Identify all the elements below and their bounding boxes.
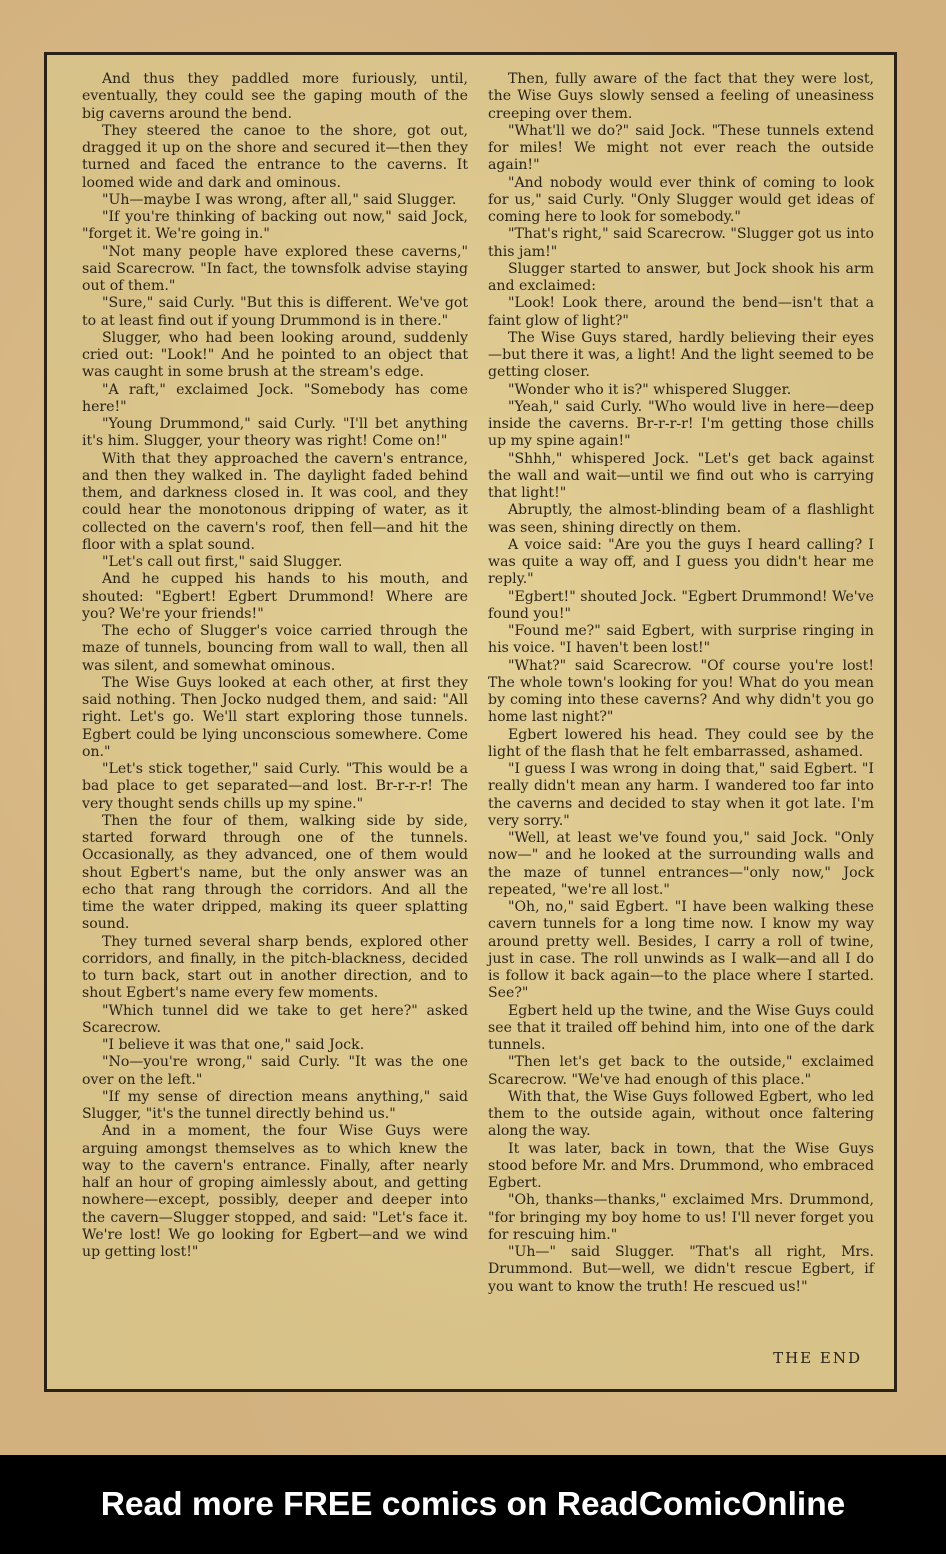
paragraph: "I guess I was wrong in doing that," said Egbert. "I really didn't mean any harm. I wandered too far into the caverns and decided to stay when it got late. I'm very sorry." (488, 761, 874, 829)
paragraph: Egbert lowered his head. They could see by the light of the flash that he felt embarrassed, ashamed. (488, 726, 874, 760)
paragraph: "Let's call out first," said Slugger. (102, 554, 343, 570)
promo-banner[interactable]: Read more FREE comics on ReadComicOnline (0, 1455, 946, 1554)
paragraph: "Uh—" said Slugger. "That's all right, Mrs. Drummond. But—well, we didn't rescue Egbert, if you want to know the truth! He rescued us!" (488, 1244, 874, 1295)
paragraph: "That's right," said Scarecrow. "Slugger got us into this jam!" (488, 226, 874, 260)
paragraph: Abruptly, the almost-blinding beam of a flashlight was seen, shining directly on them. (488, 502, 874, 536)
paragraph: "Not many people have explored these caverns," said Scarecrow. "In fact, the townsfolk advise staying out of them." (82, 243, 468, 294)
paragraph: "If my sense of direction means anything," said Slugger, "it's the tunnel directly behind us." (82, 1088, 468, 1122)
paragraph: "Egbert!" shouted Jock. "Egbert Drummond! We've found you!" (488, 588, 874, 622)
paragraph: It was later, back in town, that the Wise Guys stood before Mr. and Mrs. Drummond, who embraced Egbert. (488, 1140, 874, 1191)
paragraph: "Then let's get back to the outside," exclaimed Scarecrow. "We've had enough of this place." (488, 1054, 874, 1088)
paragraph: And thus they paddled more furiously, until, eventually, they could see the gaping mouth of the big caverns around the bend. (82, 71, 468, 122)
paragraph: Then, fully aware of the fact that they were lost, the Wise Guys slowly sensed a feeling of uneasiness creeping over them. (488, 71, 874, 122)
paragraph: "A raft," exclaimed Jock. "Somebody has come here!" (82, 381, 468, 415)
paragraph: "If you're thinking of backing out now," said Jock, "forget it. We're going in." (82, 209, 468, 243)
text-story-panel (44, 52, 897, 1392)
paragraph: "Look! Look there, around the bend—isn't that a faint glow of light?" (488, 295, 874, 329)
paragraph: "Let's stick together," said Curly. "This would be a bad place to get separated—and lost. Br-r-r-r! The very thought sends chills up my spine." (82, 761, 468, 812)
the-end-label: THE END (773, 1349, 862, 1367)
paragraph: They steered the canoe to the shore, got out, dragged it up on the shore and secured it—then they turned and faced the entrance to the caverns. It loomed wide and dark and ominous. (82, 122, 468, 191)
paragraph: "And nobody would ever think of coming to look for us," said Curly. "Only Slugger would get ideas of coming here to look for somebody." (488, 174, 874, 225)
paragraph: "What?" said Scarecrow. "Of course you're lost! The whole town's looking for you! What do you mean by coming into these caverns? And why didn't you go home last night?" (488, 657, 874, 726)
paragraph: With that they approached the cavern's entrance, and then they walked in. The daylight faded behind them, and darkness closed in. It was cool, and they could hear the monotonous dripping of water, as it collected on the cavern's roof, then fell—and hit the floor with a splat sound. (82, 450, 468, 553)
paragraph: "Young Drummond," said Curly. "I'll bet anything it's him. Slugger, your theory was right! Come on!" (82, 416, 468, 450)
paragraph: "Oh, no," said Egbert. "I have been walking these cavern tunnels for a long time now. I know my way around pretty well. Besides, I carry a roll of twine, just in case. The roll unwinds as I walk—and all I do is follow it back again—to the place where I started. See?" (488, 899, 874, 1002)
paragraph: "Shhh," whispered Jock. "Let's get back against the wall and wait—until we find out who is carrying that light!" (488, 450, 874, 501)
paragraph: Egbert held up the twine, and the Wise Guys could see that it trailed off behind him, into one of the dark tunnels. (488, 1002, 874, 1053)
paragraph: "I believe it was that one," said Jock. (102, 1037, 365, 1053)
paragraph: "Uh—maybe I was wrong, after all," said Slugger. (102, 191, 457, 208)
paragraph: Slugger started to answer, but Jock shook his arm and exclaimed: (488, 260, 874, 294)
paragraph: "Well, at least we've found you," said Jock. "Only now—" and he looked at the surrounding walls and the maze of tunnel entrances—"only now," Jock repeated, "we're all lost." (488, 830, 874, 898)
paragraph: Then the four of them, walking side by side, started forward through one of the tunnels. Occasionally, as they advanced, one of them would shout Egbert's name, but the only answer was an echo that rang through the corridors. And all the time the water dripped, making its queer splatting sound. (82, 812, 468, 933)
paragraph: "Which tunnel did we take to get here?" asked Scarecrow. (82, 1002, 468, 1036)
story-column-right (488, 71, 874, 1296)
paragraph: "Oh, thanks—thanks," exclaimed Mrs. Drummond, "for bringing my boy home to us! I'll never forget you for rescuing him." (488, 1192, 874, 1243)
paragraph: The Wise Guys stared, hardly believing their eyes—but there it was, a light! And the light seemed to be getting closer. (488, 329, 874, 381)
paragraph: They turned several sharp bends, explored other corridors, and finally, in the pitch-blackness, decided to turn back, start out in another direction, and to shout Egbert's name every few moments. (82, 933, 468, 1002)
paragraph: "Sure," said Curly. "But this is different. We've got to at least find out if young Drummond is in there." (82, 295, 468, 329)
paragraph: "What'll we do?" said Jock. "These tunnels extend for miles! We might not ever reach the outside again!" (488, 122, 874, 174)
paragraph: And in a moment, the four Wise Guys were arguing amongst themselves as to which knew the way to the cavern's entrance. Finally, after nearly half an hour of groping aimlessly about, and getting nowhere—except, possibly, deeper and deeper into the cavern—Slugger stopped, and said: "Let's face it. We're lost! We go looking for Egbert—and we wind up getting lost!" (82, 1123, 468, 1260)
paragraph: The echo of Slugger's voice carried through the maze of tunnels, bouncing from wall to wall, then all was silent, and somewhat ominous. (82, 623, 468, 674)
paragraph: The Wise Guys looked at each other, at first they said nothing. Then Jocko nudged them, and said: "All right. Let's go. We'll start exploring those tunnels. Egbert could be lying unconscious somewhere. Come on." (82, 674, 468, 760)
paragraph: With that, the Wise Guys followed Egbert, who led them to the outside again, without once faltering along the way. (488, 1088, 874, 1140)
paragraph: "Wonder who it is?" whispered Slugger. (508, 381, 792, 398)
paragraph: "Yeah," said Curly. "Who would live in here—deep inside the caverns. Br-r-r-r! I'm getting those chills up my spine again!" (488, 398, 874, 450)
paragraph: And he cupped his hands to his mouth, and shouted: "Egbert! Egbert Drummond! Where are you? We're your friends!" (82, 571, 468, 622)
story-column-left (82, 71, 468, 1261)
paragraph: "Found me?" said Egbert, with surprise ringing in his voice. "I haven't been lost!" (488, 623, 874, 657)
paragraph: A voice said: "Are you the guys I heard calling? I was quite a way off, and I guess you didn't hear me reply." (488, 536, 874, 588)
paragraph: Slugger, who had been looking around, suddenly cried out: "Look!" And he pointed to an object that was caught in some brush at the stream's edge. (82, 329, 468, 381)
paragraph: "No—you're wrong," said Curly. "It was the one over on the left." (82, 1054, 468, 1088)
